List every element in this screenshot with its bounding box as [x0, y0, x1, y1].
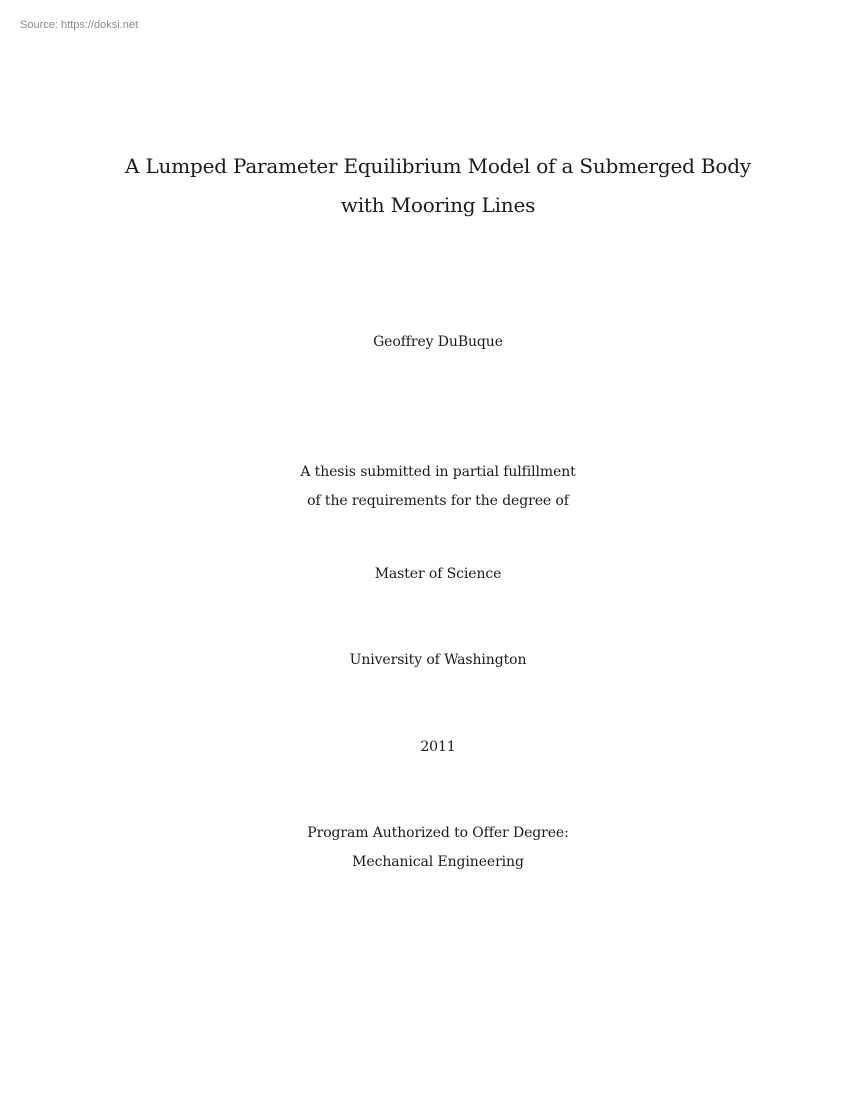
submission-line-1: A thesis submitted in partial fulfillment — [300, 464, 576, 480]
title-line-1: A Lumped Parameter Equilibrium Model of a Submerged Body — [125, 154, 751, 178]
title-line-2: with Mooring Lines — [340, 193, 536, 217]
program-label: Program Authorized to Offer Degree: — [307, 825, 569, 841]
author-name: Geoffrey DuBuque — [373, 334, 503, 350]
university-name: University of Washington — [349, 652, 527, 668]
source-note: Source: https://doksi.net — [20, 19, 139, 31]
submission-line-2: of the requirements for the degree of — [307, 493, 569, 509]
program-name: Mechanical Engineering — [352, 854, 524, 870]
degree-name: Master of Science — [374, 566, 502, 582]
year: 2011 — [420, 739, 456, 755]
